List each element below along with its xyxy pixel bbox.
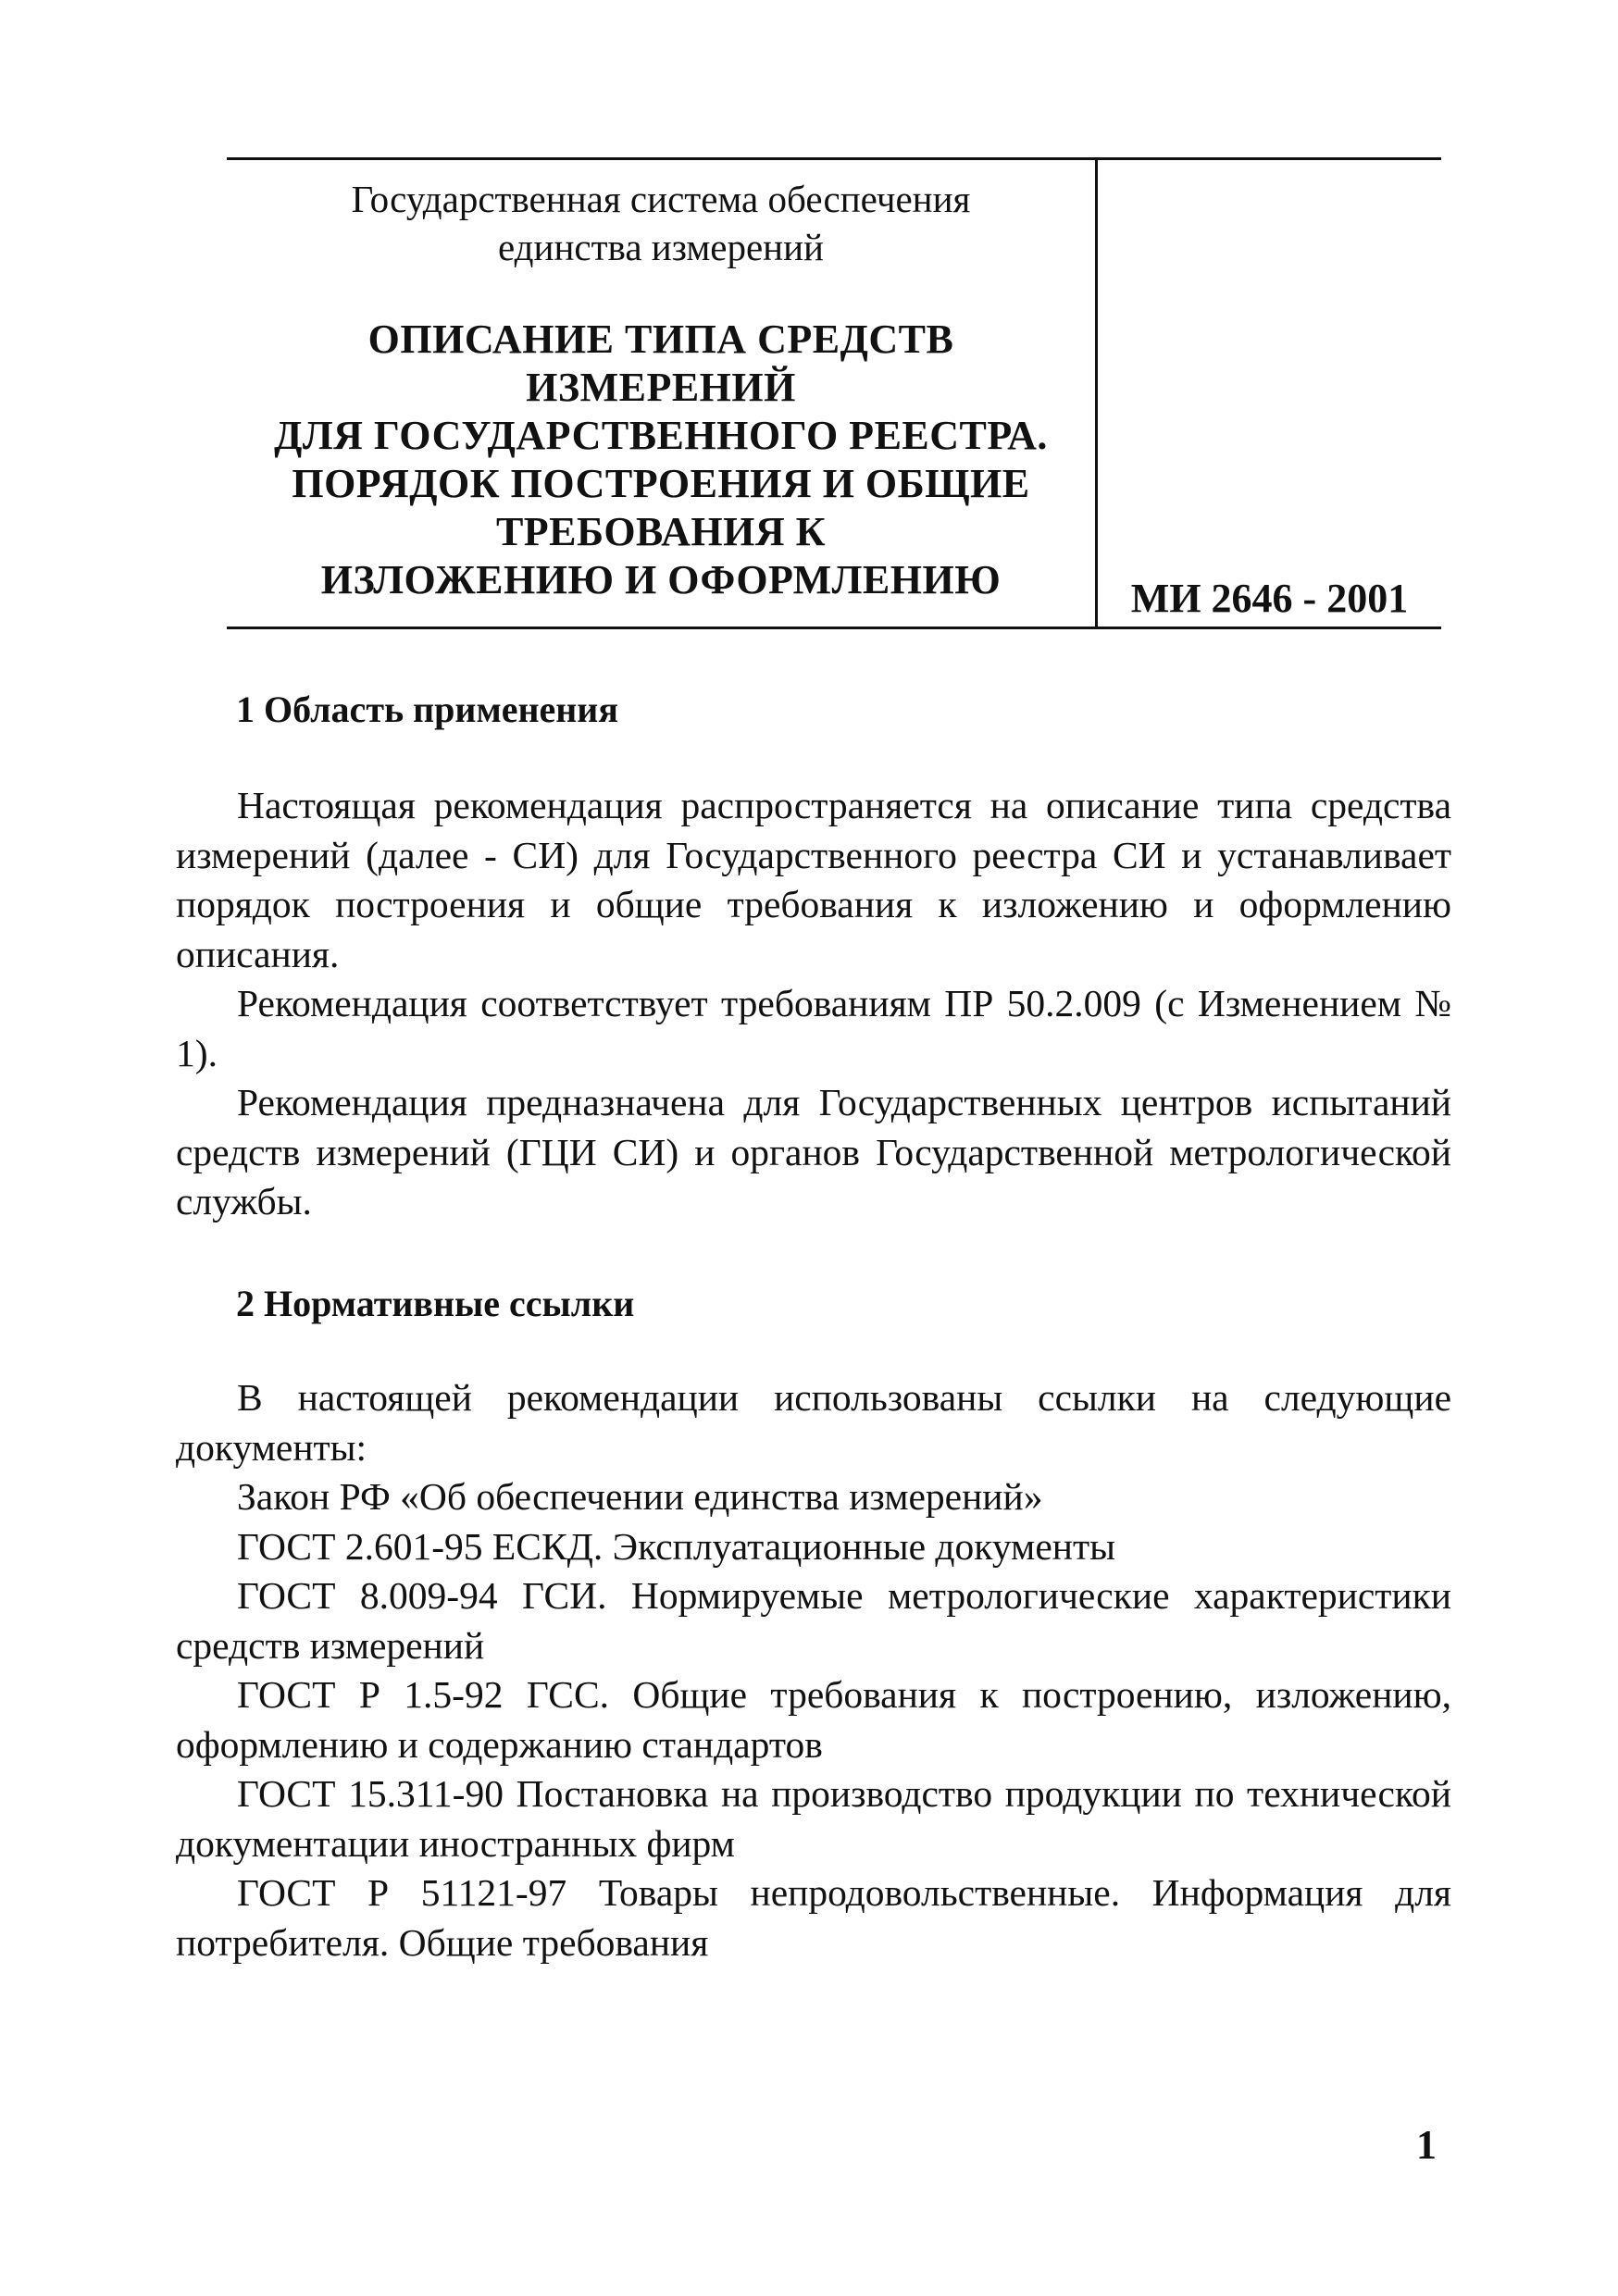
section-heading-scope: 1 Область применения — [236, 689, 618, 730]
reference-item: Закон РФ «Об обеспечении единства измерений» — [237, 1475, 1043, 1518]
paragraph: Рекомендация соответствует требованиям ПР 50.2.009 (с Изменением № 1). — [176, 982, 1451, 1074]
paragraph: В настоящей рекомендации использованы ссылки на следующие документы: — [176, 1376, 1451, 1469]
document-title — [227, 316, 1095, 604]
section-body-references — [176, 1373, 1451, 1967]
system-name-line: Государственная система обеспечения — [351, 178, 971, 220]
section-body-scope — [176, 781, 1451, 1227]
system-name-line: единства измерений — [497, 226, 824, 268]
title-line: ДЛЯ ГОСУДАРСТВЕННОГО РЕЕСТРА. — [274, 413, 1048, 458]
document-header — [227, 157, 1441, 629]
title-line: ИЗЛОЖЕНИЮ И ОФОРМЛЕНИЮ — [320, 557, 1002, 602]
document-code: МИ 2646 - 2001 — [1130, 576, 1409, 621]
title-line: ПОРЯДОК ПОСТРОЕНИЯ И ОБЩИЕ — [292, 461, 1030, 506]
title-line: ТРЕБОВАНИЯ К — [495, 509, 827, 554]
page-number: 1 — [1416, 2122, 1437, 2167]
header-right-cell — [1098, 160, 1441, 627]
header-left-cell — [227, 160, 1095, 627]
reference-item: ГОСТ 15.311-90 Постановка на производство продукции по технической документации иностранных фирм — [176, 1772, 1451, 1865]
section-heading-references: 2 Нормативные ссылки — [236, 1283, 635, 1324]
reference-item: ГОСТ Р 1.5-92 ГСС. Общие требования к построению, изложению, оформлению и содержанию стандартов — [176, 1673, 1451, 1766]
paragraph: Настоящая рекомендация распространяется на описание типа средства измерений (далее - СИ) для Государственного реестра СИ и устанавливает порядок построения и общие требования к изложению и оформлению описания. — [176, 784, 1451, 975]
title-line: ОПИСАНИЕ ТИПА СРЕДСТВ — [367, 316, 954, 362]
paragraph: Рекомендация предназначена для Государственных центров испытаний средств измерений (ГЦИ СИ) и органов Государственной метрологической службы. — [176, 1081, 1451, 1222]
system-name — [227, 175, 1095, 271]
title-line: ИЗМЕРЕНИЙ — [526, 365, 796, 410]
reference-item: ГОСТ 8.009-94 ГСИ. Нормируемые метрологические характеристики средств измерений — [176, 1574, 1451, 1667]
reference-item: ГОСТ 2.601-95 ЕСКД. Эксплуатационные документы — [237, 1524, 1115, 1568]
reference-item: ГОСТ Р 51121-97 Товары непродовольственные. Информация для потребителя. Общие требования — [176, 1871, 1451, 1964]
